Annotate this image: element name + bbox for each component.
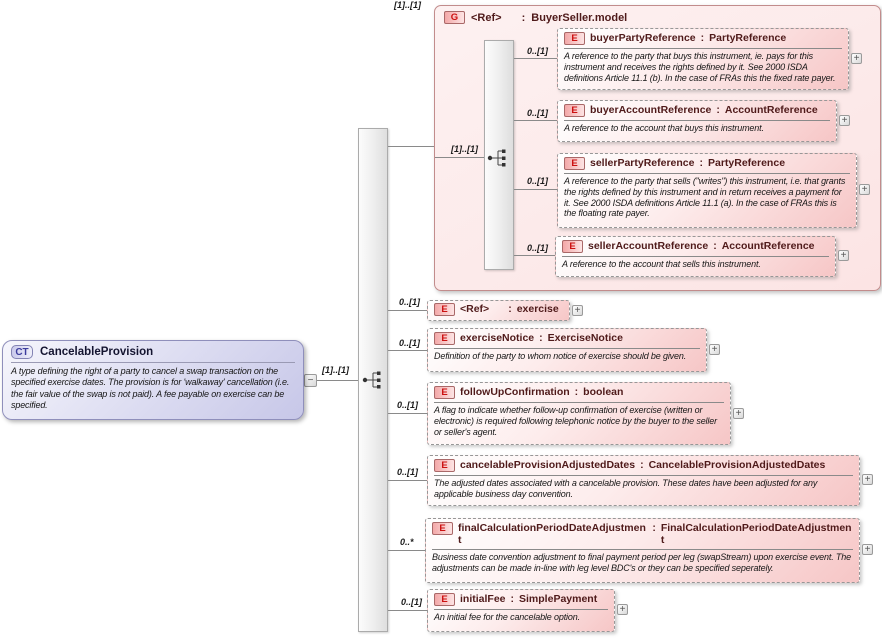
element-name: buyerAccountReference	[590, 104, 712, 116]
expand-button[interactable]: +	[862, 474, 873, 485]
element-badge: E	[562, 240, 583, 253]
complex-type-title: CancelableProvision	[40, 346, 154, 358]
element-header	[564, 32, 842, 45]
element-header	[434, 303, 563, 316]
element-box-exercise-ref[interactable]	[427, 300, 570, 321]
colon: :	[700, 32, 705, 44]
element-header	[564, 157, 850, 170]
expand-button[interactable]: +	[862, 544, 873, 555]
element-type: boolean	[583, 386, 624, 398]
element-badge: E	[564, 157, 585, 170]
element-box-exercisenotice[interactable]	[427, 328, 707, 372]
colon: :	[510, 593, 515, 605]
element-type: FinalCalculationPeriodDateAdjustment	[660, 522, 852, 547]
complex-type-box-cancelableprovision[interactable]	[2, 340, 304, 420]
cardinality-label-group: [1]..[1]	[394, 0, 421, 10]
cardinality-label: 0..[1]	[397, 400, 419, 410]
colon: :	[713, 240, 717, 252]
element-description: A reference to the account that buys this instrument.	[564, 123, 764, 133]
element-header	[432, 522, 853, 546]
complex-type-description: A type defining the right of a party to cancel a swap transaction on the specified exercise dates. The provision is for 'walkaway' cancellation (i.e. the fair value of the swap is not paid). A fee payable on exercise can be specified.	[11, 366, 290, 410]
element-badge: E	[434, 386, 455, 399]
connector-line	[388, 350, 427, 351]
complex-type-header	[11, 345, 295, 359]
separator	[562, 256, 829, 257]
expand-button[interactable]: +	[733, 408, 744, 419]
element-box-finalcalculationperioddateadjustment[interactable]	[425, 518, 860, 583]
element-description: A reference to the party that buys this instrument, ie. pays for this instrument and receives the rights defined by it. See 2000 ISDA definitions Article 11.1 (b). In the case of FRAs this the fixed rate payer.	[564, 51, 836, 83]
expand-button[interactable]: +	[859, 184, 870, 195]
complex-type-badge: CT	[11, 345, 33, 359]
connector-line	[514, 120, 557, 121]
separator	[434, 609, 608, 610]
element-header	[562, 240, 829, 253]
connector-line	[388, 480, 427, 481]
element-description: A reference to the account that sells this instrument.	[562, 259, 761, 269]
element-name: finalCalculationPeriodDateAdjustment	[458, 522, 646, 547]
cardinality-label: 0..[1]	[399, 297, 421, 307]
separator	[434, 348, 700, 349]
expand-button[interactable]: +	[572, 305, 583, 316]
separator	[434, 475, 853, 476]
element-name: initialFee	[460, 593, 506, 605]
cardinality-label: 0..*	[400, 537, 414, 547]
element-name: cancelableProvisionAdjustedDates	[460, 459, 636, 471]
element-header	[564, 104, 830, 117]
expand-button[interactable]: +	[617, 604, 628, 615]
separator	[564, 120, 830, 121]
element-badge: E	[564, 104, 585, 117]
separator	[11, 362, 295, 363]
cardinality-label: 0..[1]	[527, 108, 549, 118]
group-badge: G	[444, 11, 465, 24]
connector-line	[514, 255, 555, 256]
connector-line	[317, 380, 358, 381]
connector-line	[388, 550, 425, 551]
group-type: BuyerSeller.model	[531, 11, 628, 24]
expand-button[interactable]: +	[839, 115, 850, 126]
element-box-followupconfirmation[interactable]	[427, 382, 731, 445]
element-name: sellerPartyReference	[590, 157, 695, 169]
element-badge: E	[434, 332, 455, 345]
element-box-initialfee[interactable]	[427, 589, 615, 632]
element-type: PartyReference	[709, 32, 787, 44]
element-name: buyerPartyReference	[590, 32, 696, 44]
element-box-buyeraccountreference[interactable]	[557, 100, 837, 142]
element-description: An initial fee for the cancelable option.	[434, 612, 580, 622]
element-badge: E	[434, 593, 455, 606]
cardinality-label: 0..[1]	[397, 467, 419, 477]
element-badge: E	[432, 522, 453, 535]
cardinality-label: 0..[1]	[527, 243, 549, 253]
separator	[564, 48, 842, 49]
element-type: AccountReference	[721, 240, 815, 252]
element-description: Business date convention adjustment to final payment period per leg (swapStream) upon exercise event. The adjustments can be made in-line with leg level BDC's or they can be specified seperately.	[432, 552, 851, 573]
element-description: Definition of the party to whom notice of exercise should be given.	[434, 351, 687, 361]
element-type: SimplePayment	[519, 593, 598, 605]
collapse-button[interactable]: −	[304, 374, 317, 387]
cardinality-label: 0..[1]	[399, 338, 421, 348]
cardinality-label: 0..[1]	[527, 46, 549, 56]
connector-line	[388, 146, 434, 147]
colon: :	[539, 332, 543, 344]
element-header	[434, 332, 700, 345]
element-name: followUpConfirmation	[460, 386, 570, 398]
element-badge: E	[434, 303, 455, 316]
cardinality-label: 0..[1]	[401, 597, 423, 607]
element-badge: E	[434, 459, 455, 472]
sequence-icon	[361, 369, 387, 391]
element-header	[434, 386, 724, 399]
element-description: A reference to the party that sells ("writes") this instrument, i.e. that grants the rights defined by this instrument and in return receives a payment for it. See 2000 ISDA definitions Article 11.1 (a). In the case of FRAs this is the floating rate payer.	[564, 176, 846, 219]
connector-line	[388, 310, 427, 311]
cardinality-label-root: [1]..[1]	[322, 365, 349, 375]
separator	[432, 549, 853, 550]
element-type: AccountReference	[724, 104, 818, 116]
element-name: sellerAccountReference	[588, 240, 709, 252]
expand-button[interactable]: +	[709, 344, 720, 355]
connector-line	[388, 610, 427, 611]
cardinality-label: 0..[1]	[527, 176, 549, 186]
group-name: <Ref>	[471, 11, 502, 24]
connector-line	[435, 157, 488, 158]
colon: :	[652, 522, 656, 534]
element-box-buyerpartyreference[interactable]	[557, 28, 849, 90]
element-description: The adjusted dates associated with a cancelable provision. These dates have been adjusted for any applicable business day convention.	[434, 478, 818, 499]
element-header	[434, 593, 608, 606]
element-name: <Ref>	[460, 303, 490, 315]
connector-line	[514, 189, 557, 190]
group-header	[435, 6, 880, 29]
element-badge: E	[564, 32, 585, 45]
element-type: ExerciseNotice	[547, 332, 623, 344]
element-header	[434, 459, 853, 472]
element-description: A flag to indicate whether follow-up confirmation of exercise (written or electronic) is required following telephonic notice by the buyer to the seller or seller's agent.	[434, 405, 717, 437]
expand-button[interactable]: +	[838, 250, 849, 261]
element-box-cancelableprovisionadjusteddates[interactable]	[427, 455, 860, 506]
element-type: CancelableProvisionAdjustedDates	[648, 459, 826, 471]
sequence-icon	[486, 147, 512, 169]
element-name: exerciseNotice	[460, 332, 535, 344]
element-type: exercise	[516, 303, 559, 315]
connector-line	[514, 58, 557, 59]
element-type: PartyReference	[707, 157, 786, 169]
separator	[434, 402, 724, 403]
colon: :	[699, 157, 703, 169]
colon: :	[640, 459, 644, 471]
colon: :	[716, 104, 720, 116]
group-colon: :	[521, 11, 526, 24]
element-box-selleraccountreference[interactable]	[555, 236, 836, 277]
element-box-sellerpartyreference[interactable]	[557, 153, 857, 228]
cardinality-label-group-sequence: [1]..[1]	[451, 144, 478, 154]
colon: :	[574, 386, 579, 398]
colon: :	[508, 303, 512, 315]
separator	[564, 173, 850, 174]
connector-line	[388, 413, 427, 414]
expand-button[interactable]: +	[851, 53, 862, 64]
